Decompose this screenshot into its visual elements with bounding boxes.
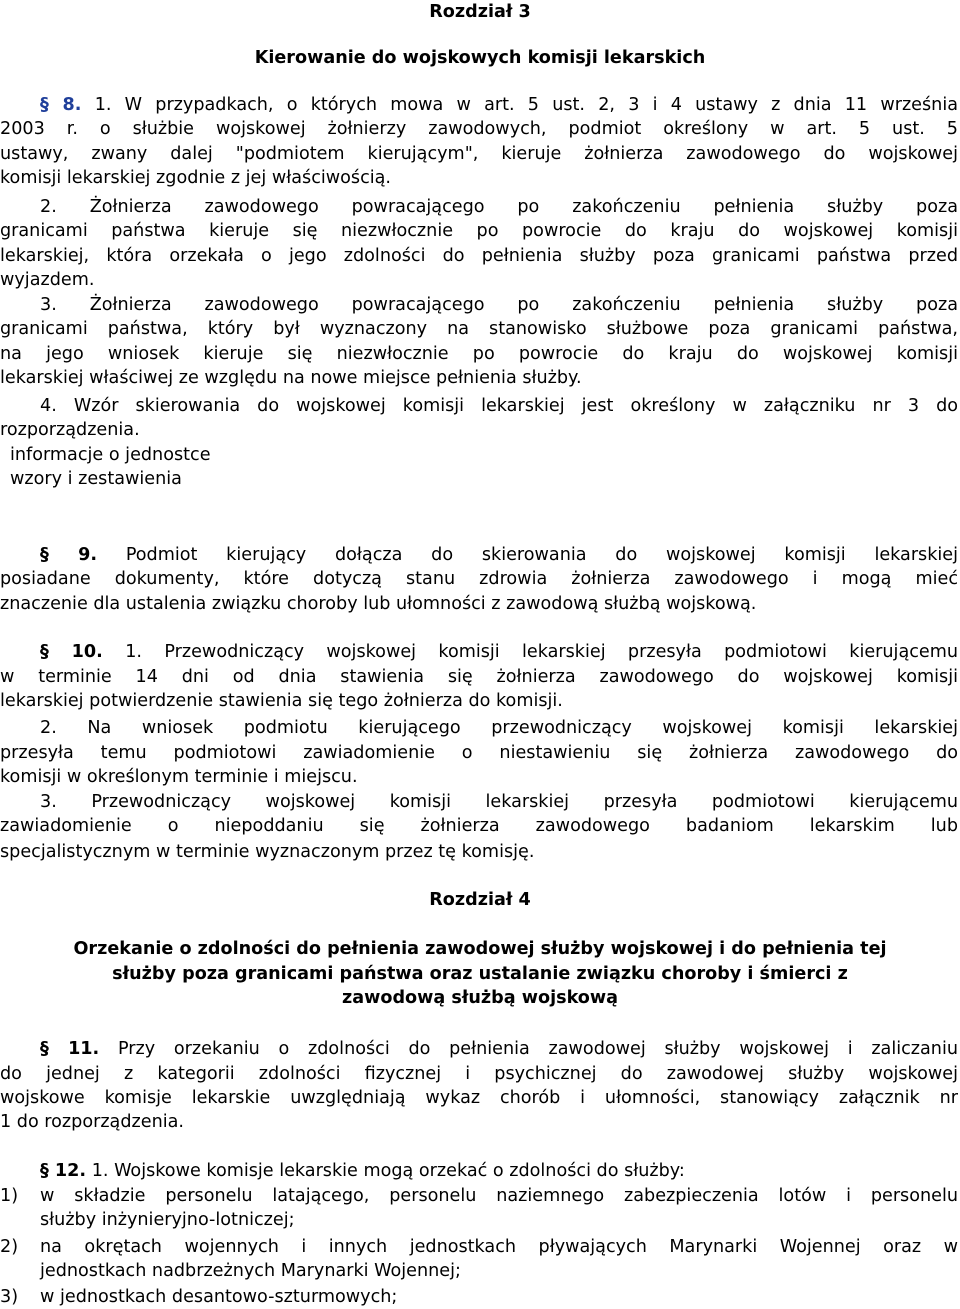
paragraph-8-4-line [40, 394, 958, 418]
paragraph-8-2-line: granicami państwa kieruje się niezwłocznie po powrocie do kraju do wojskowej komisji [0, 221, 958, 241]
paragraph-text: 1. W przypadkach, o których mowa w art. 5 ust. 2, 3 i 4 ustawy z dnia 11 września [94, 95, 958, 115]
list-item: w składzie personelu latającego, personelu naziemnego zabezpieczenia lotów i personelu [40, 1186, 958, 1206]
chapter-subtitle-line: Orzekanie o zdolności do pełnienia zawodowej służby wojskowej i do pełnienia tej [73, 939, 887, 959]
paragraph-text: Żołnierza zawodowego powracającego po zakończeniu pełnienia służby poza [89, 295, 958, 315]
paragraph-8-4-line: rozporządzenia. [0, 420, 140, 440]
list-item-number: 1) [0, 1186, 19, 1206]
paragraph-8-line: ustawy, zwany dalej "podmiotem kierującym", kieruje żołnierza zawodowego do wojskowej [0, 144, 958, 164]
list-item: w jednostkach desantowo-szturmowych; [40, 1287, 398, 1307]
paragraph-10-line [40, 640, 958, 664]
list-item: służby inżynieryjno-lotniczej; [40, 1210, 295, 1230]
paragraph-8-2-line [40, 195, 958, 219]
paragraph-9-line: posiadane dokumenty, które dotyczą stanu zdrowia żołnierza zawodowego i mogą mieć [0, 569, 958, 589]
paragraph-11-line: do jednej z kategorii zdolności fizycznej i psychicznej do zawodowej służby wojskowej [0, 1064, 958, 1084]
paragraph-9-line: znaczenie dla ustalenia związku choroby lub ułomności z zawodową służbą wojskową. [0, 594, 757, 614]
paragraph-text: Żołnierza zawodowego powracającego po zakończeniu pełnienia służby poza [89, 197, 958, 217]
paragraph-10-2-line: komisji w określonym terminie i miejscu. [0, 767, 358, 787]
list-item: jednostkach nadbrzeżnych Marynarki Wojennej; [40, 1261, 461, 1281]
paragraph-11-line [40, 1037, 958, 1061]
paragraph-text: Na wniosek podmiotu kierującego przewodniczący wojskowej komisji lekarskiej [87, 718, 958, 738]
paragraph-10-3-line: specjalistycznym w terminie wyznaczonym przez tę komisję. [0, 842, 535, 862]
paragraph-8-3-line [40, 293, 958, 317]
point-number: 3. [40, 295, 57, 315]
section-sign: § 11. [40, 1039, 100, 1059]
paragraph-12-line [40, 1159, 958, 1183]
paragraph-10-2-line [40, 716, 958, 740]
chapter-subtitle: Kierowanie do wojskowych komisji lekarskich [254, 48, 706, 68]
paragraph-8-3-line: lekarskiej właściwej ze względu na nowe miejsce pełnienia służby. [0, 368, 582, 388]
paragraph-10-2-line: przesyła temu podmiotowi zawiadomienie o niestawieniu się żołnierza zawodowego do [0, 743, 958, 763]
link-unit-info[interactable]: informacje o jednostce [10, 445, 211, 465]
link-templates[interactable]: wzory i zestawienia [10, 469, 182, 489]
paragraph-8-2-line: wyjazdem. [0, 270, 95, 290]
list-item: na okrętach wojennych i innych jednostkach pływających Marynarki Wojennej oraz w [40, 1237, 958, 1257]
paragraph-10-3-line [40, 790, 958, 814]
paragraph-text: 1. Wojskowe komisje lekarskie mogą orzekać o zdolności do służby: [91, 1161, 685, 1181]
point-number: 2. [40, 197, 57, 217]
paragraph-11-line: 1 do rozporządzenia. [0, 1112, 184, 1132]
chapter-subtitle-line: służby poza granicami państwa oraz ustalanie związku choroby i śmierci z [112, 964, 848, 984]
list-item-number: 2) [0, 1237, 19, 1257]
paragraph-10-line: lekarskiej potwierdzenie stawienia się tego żołnierza do komisji. [0, 691, 563, 711]
paragraph-9-line [40, 543, 958, 567]
paragraph-8-line: komisji lekarskiej zgodnie z jej właściwością. [0, 168, 392, 188]
section-sign: § 8. [40, 95, 82, 115]
paragraph-11-line: wojskowe komisje lekarskie uwzględniają wykaz chorób i ułomności, stanowiący załącznik nr [0, 1088, 958, 1108]
paragraph-text: Przewodniczący wojskowej komisji lekarskiej przesyła podmiotowi kierującemu [91, 792, 958, 812]
paragraph-8-3-line: na jego wniosek kieruje się niezwłocznie po powrocie do kraju do wojskowej komisji [0, 344, 958, 364]
paragraph-text: Przy orzekaniu o zdolności do pełnienia zawodowej służby wojskowej i zaliczaniu [117, 1039, 958, 1059]
paragraph-text: Wzór skierowania do wojskowej komisji lekarskiej jest określony w załączniku nr 3 do [73, 396, 959, 416]
point-number: 4. [40, 396, 57, 416]
paragraph-8-2-line: lekarskiej, która orzekała o jego zdolności do pełnienia służby poza granicami państwa przed [0, 246, 958, 266]
list-item-number: 3) [0, 1287, 19, 1307]
chapter-subtitle-line: zawodową służbą wojskową [341, 988, 619, 1008]
chapter-title: Rozdział 3 [429, 2, 531, 22]
paragraph-10-line: w terminie 14 dni od dnia stawienia się żołnierza zawodowego do wojskowej komisji [0, 667, 958, 687]
point-number: 3. [40, 792, 57, 812]
section-sign: § 9. [40, 545, 98, 565]
section-sign: § 12. [40, 1161, 87, 1181]
point-number: 2. [40, 718, 57, 738]
paragraph-10-3-line: zawiadomienie o niepoddaniu się żołnierza zawodowego badaniom lekarskim lub [0, 816, 958, 836]
paragraph-8-line: 2003 r. o służbie wojskowej żołnierzy zawodowych, podmiot określony w art. 5 ust. 5 [0, 119, 958, 139]
paragraph-text: 1. Przewodniczący wojskowej komisji lekarskiej przesyła podmiotowi kierującemu [125, 642, 959, 662]
chapter-title: Rozdział 4 [429, 890, 531, 910]
paragraph-8-line [40, 93, 958, 117]
section-sign: § 10. [40, 642, 103, 662]
paragraph-text: Podmiot kierujący dołącza do skierowania do wojskowej komisji lekarskiej [125, 545, 959, 565]
paragraph-8-3-line: granicami państwa, który był wyznaczony na stanowisko służbowe poza granicami państwa, [0, 319, 958, 339]
